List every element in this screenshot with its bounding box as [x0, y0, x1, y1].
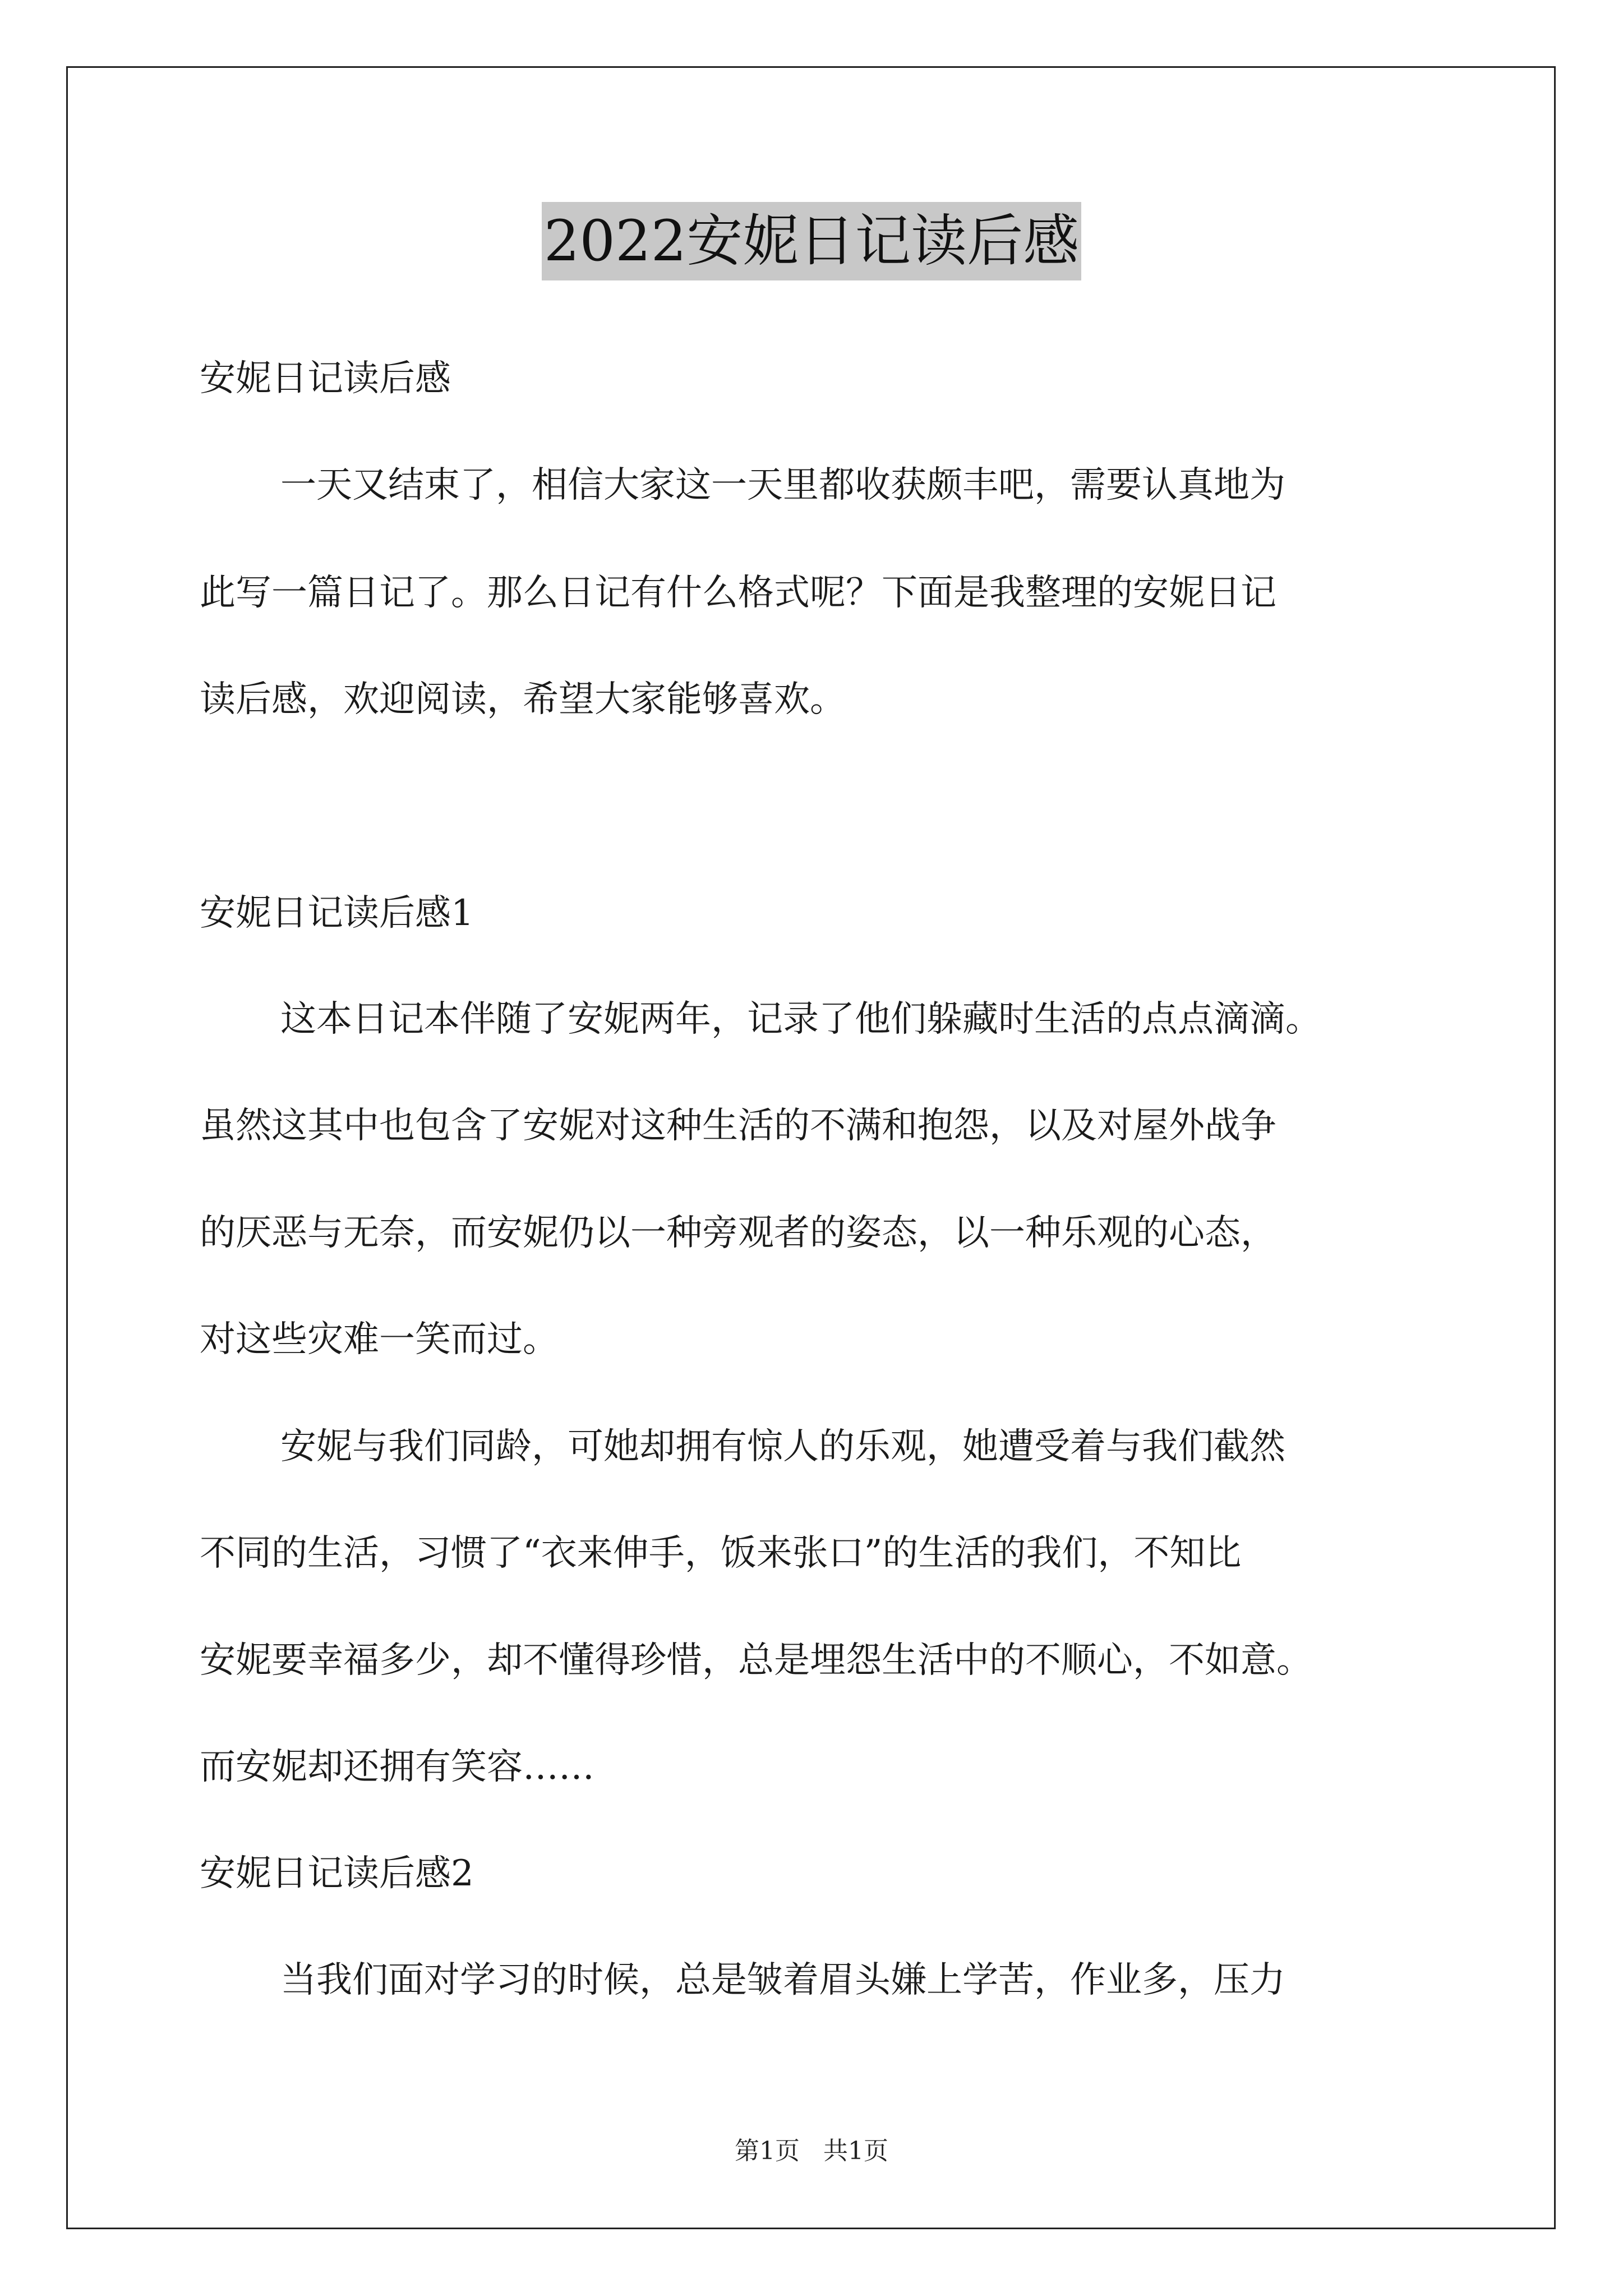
intro-line-2: 此写一篇日记了。那么日记有什么格式呢？下面是我整理的安妮日记 — [200, 572, 1276, 614]
section2-heading: 安妮日记读后感2 — [200, 1853, 474, 1894]
s1-p2-line-2: 不同的生活，习惯了“衣来伸手，饭来张口”的生活的我们，不知比 — [200, 1533, 1242, 1574]
document-title: 2022安妮日记读后感 — [542, 202, 1082, 280]
page-footer: 第1页 共1页 — [735, 2137, 888, 2165]
s1-p1-line-3: 的厌恶与无奈，而安妮仍以一种旁观者的姿态，以一种乐观的心态， — [200, 1212, 1276, 1254]
s1-p2-line-1: 安妮与我们同龄，可她却拥有惊人的乐观，她遭受着与我们截然 — [280, 1426, 1285, 1467]
intro-line-1: 一天又结束了，相信大家这一天里都收获颇丰吧，需要认真地为 — [280, 464, 1285, 506]
s1-p1-line-4: 对这些灾难一笑而过。 — [200, 1319, 559, 1360]
title-wrap — [0, 202, 1623, 280]
document-subtitle: 安妮日记读后感 — [200, 358, 451, 399]
s1-p1-line-1: 这本日记本伴随了安妮两年，记录了他们躲藏时生活的点点滴滴。 — [280, 999, 1321, 1040]
s1-p2-line-4: 而安妮却还拥有笑容…… — [200, 1746, 594, 1788]
s1-p1-line-2: 虽然这其中也包含了安妮对这种生活的不满和抱怨，以及对屋外战争 — [200, 1105, 1276, 1147]
intro-line-3: 读后感，欢迎阅读，希望大家能够喜欢。 — [200, 679, 846, 720]
s1-p2-line-3: 安妮要幸福多少，却不懂得珍惜，总是埋怨生活中的不顺心，不如意。 — [200, 1640, 1312, 1681]
s2-p1-line-1: 当我们面对学习的时候，总是皱着眉头嫌上学苦，作业多，压力 — [280, 1959, 1285, 2001]
section1-heading: 安妮日记读后感1 — [200, 892, 474, 934]
